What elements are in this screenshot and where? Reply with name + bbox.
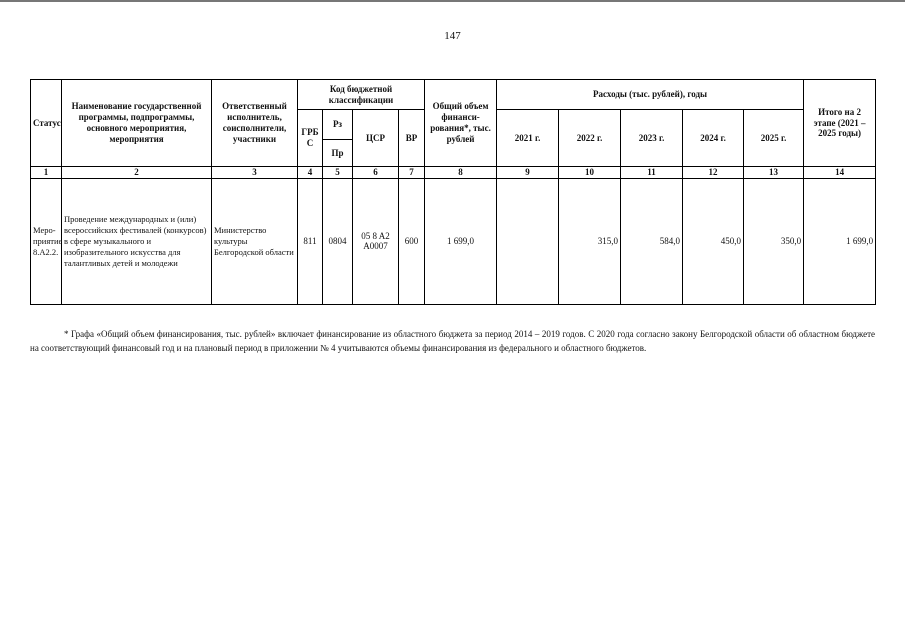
column-number: 9 — [497, 167, 559, 179]
budget-table — [30, 79, 876, 305]
column-number: 11 — [621, 167, 683, 179]
column-number: 4 — [298, 167, 323, 179]
column-number: 6 — [353, 167, 399, 179]
header-expenses: Расходы (тыс. рублей), годы — [497, 80, 804, 110]
header-pr: Пр — [323, 140, 353, 167]
row-grbs: 811 — [298, 178, 323, 304]
header-status: Статус — [31, 80, 62, 167]
column-number: 1 — [31, 167, 62, 179]
column-number: 7 — [399, 167, 425, 179]
header-total-financing: Общий объем финанси-рования*, тыс. рублей — [425, 80, 497, 167]
page-top-border — [0, 0, 905, 2]
header-name: Наименование государственной программы, подпрограммы, основного мероприятия, мероприятия — [62, 80, 212, 167]
column-number: 12 — [683, 167, 744, 179]
header-year-2021: 2021 г. — [497, 110, 559, 167]
row-2025: 350,0 — [744, 178, 804, 304]
header-year-2025: 2025 г. — [744, 110, 804, 167]
row-stage-total: 1 699,0 — [804, 178, 876, 304]
row-status: Меро-приятие 8.А2.2. — [31, 178, 62, 304]
header-csr: ЦСР — [353, 110, 399, 167]
page-number: 147 — [444, 30, 461, 42]
column-number: 8 — [425, 167, 497, 179]
header-year-2023: 2023 г. — [621, 110, 683, 167]
header-grbs: ГРБ С — [298, 110, 323, 167]
column-number: 2 — [62, 167, 212, 179]
column-number: 14 — [804, 167, 876, 179]
row-csr: 05 8 A2 A0007 — [353, 178, 399, 304]
header-budget-code: Код бюджетной классификации — [298, 80, 425, 110]
row-2022: 315,0 — [559, 178, 621, 304]
header-vr: ВР — [399, 110, 425, 167]
row-2024: 450,0 — [683, 178, 744, 304]
footnote: * Графа «Общий объем финансирования, тыс. рублей» включает финансирование из областного бюджета за период 2014 – 2019 годов. С 2020 года согласно закону Белгородской области об областном бюджете на соответствующий финансовый год и на плановый период в приложении № 4 учитываются объемы финансирования из федерального и областного бюджетов. — [30, 329, 875, 353]
column-number: 13 — [744, 167, 804, 179]
column-number-row — [31, 167, 876, 179]
row-rz-pr: 0804 — [323, 178, 353, 304]
row-vr: 600 — [399, 178, 425, 304]
header-year-2024: 2024 г. — [683, 110, 744, 167]
table-row — [31, 178, 876, 304]
column-number: 5 — [323, 167, 353, 179]
header-stage-total: Итого на 2 этапе (2021 – 2025 годы) — [804, 80, 876, 167]
row-total: 1 699,0 — [425, 178, 497, 304]
header-rz: Рз — [323, 110, 353, 140]
row-2023: 584,0 — [621, 178, 683, 304]
column-number: 10 — [559, 167, 621, 179]
column-number: 3 — [212, 167, 298, 179]
header-responsible: Ответственный исполнитель, соисполнители, участники — [212, 80, 298, 167]
header-year-2022: 2022 г. — [559, 110, 621, 167]
row-responsible: Министерство культуры Белгородской области — [212, 178, 298, 304]
header-row-1 — [31, 80, 876, 110]
row-name: Проведение международных и (или) всероссийских фестивалей (конкурсов) в сфере музыкального и изобразительного искусства для талантливых детей и молодежи — [62, 178, 212, 304]
row-2021 — [497, 178, 559, 304]
